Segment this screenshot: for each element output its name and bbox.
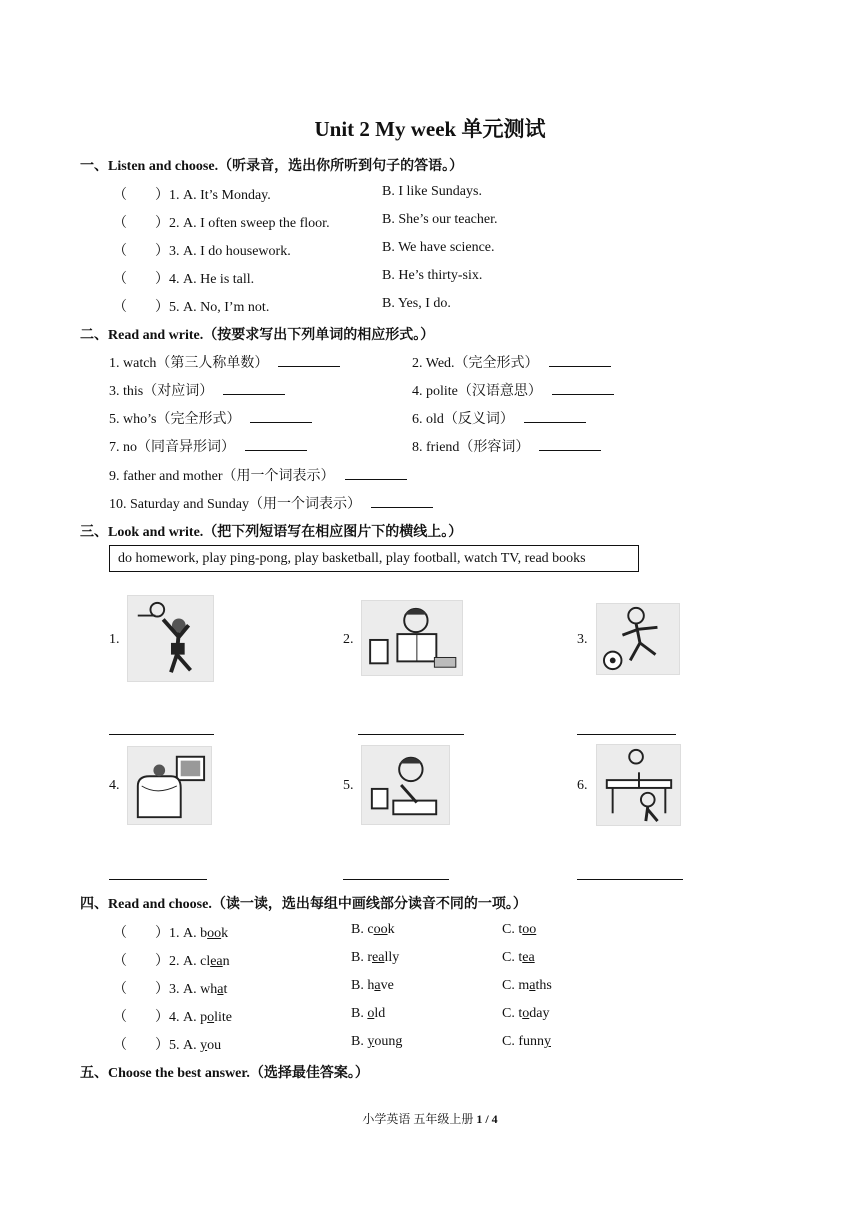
phonics-a-suffix: t [223,982,228,997]
listen-item-5-b: B. Yes, I do. [382,296,451,311]
picture-number-1: 1. [109,632,120,647]
picture-number-6: 6. [577,778,588,793]
underlined-letters: ea [522,950,535,965]
phonics-c-prefix: C. t [502,922,523,937]
phonics-a-prefix: （ ）5. A. [113,1038,201,1053]
answer-line-6[interactable] [577,878,683,880]
page-number: 1 / 4 [476,1112,498,1126]
phonics-c-suffix: ths [535,978,552,993]
phonics-a-prefix: （ ）2. A. cl [113,954,211,969]
listen-item-2-a: （ ）2. A. I often sweep the floor. [113,216,330,231]
answer-line-1[interactable] [109,733,214,735]
phonics-a-suffix: ou [207,1038,222,1053]
answer-blank[interactable] [524,410,586,423]
underlined-letters: a [217,982,224,997]
section3-heading: 三、Look and write.（把下列短语写在相应图片下的横线上。） [80,525,463,540]
section4-heading: 四、Read and choose.（读一读，选出每组中画线部分读音不同的一项。） [80,897,527,912]
write-item-5-text: 5. who’s（完全形式） [109,412,241,427]
write-item-2 [412,352,611,372]
write-item-10-text: 10. Saturday and Sunday（用一个词表示） [109,497,361,512]
answer-blank[interactable] [539,438,601,451]
phonics-a-suffix: lite [214,1010,233,1025]
watching-tv-icon [127,746,212,825]
phonics-a-suffix: k [221,926,229,941]
phonics-item-3-c [502,978,552,994]
write-item-8 [412,436,601,456]
phonics-b-suffix: oung [374,1034,403,1049]
answer-blank[interactable] [549,354,611,367]
write-item-5 [109,408,312,428]
phonics-b-prefix: B. r [351,950,372,965]
answer-line-4[interactable] [109,878,207,880]
phonics-item-4-b [351,1006,385,1022]
phonics-item-3-a [113,978,227,998]
section5-heading: 五、Choose the best answer.（选择最佳答案。） [80,1066,369,1081]
picture-number-2: 2. [343,632,354,647]
phonics-c-suffix: day [529,1006,550,1021]
phonics-item-1-b [351,922,395,938]
phonics-c-prefix: C. funn [502,1034,544,1049]
listen-item-3-a: （ ）3. A. I do housework. [113,244,291,259]
page-footer [0,1110,860,1127]
underlined-letters: ea [210,954,223,969]
phonics-a-prefix: （ ）3. A. wh [113,982,218,997]
underlined-letters: o [367,1006,375,1021]
word-bank-box: do homework, play ping-pong, play basketball, play football, watch TV, read books [109,545,639,572]
answer-blank[interactable] [245,438,307,451]
write-item-4-text: 4. polite（汉语意思） [412,384,542,399]
underlined-letters: y [544,1034,551,1049]
phonics-c-prefix: C. m [502,978,530,993]
write-item-6-text: 6. old（反义词） [412,412,514,427]
write-item-3 [109,380,285,400]
answer-blank[interactable] [552,382,614,395]
phonics-item-2-a [113,950,230,970]
answer-line-2[interactable] [358,733,464,735]
answer-blank[interactable] [278,354,340,367]
phonics-item-5-c [502,1034,551,1050]
write-item-10 [109,493,433,513]
phonics-b-suffix: ve [380,978,394,993]
page-title: Unit 2 My week 单元测试 [314,117,546,141]
section1-heading: 一、Listen and choose.（听录音，选出你所听到句子的答语。） [80,159,464,174]
boy-reading-icon [361,600,463,676]
phonics-b-suffix: lly [384,950,400,965]
answer-blank[interactable] [371,495,433,508]
underlined-letters: oo [207,926,222,941]
phonics-b-suffix: k [387,922,395,937]
underlined-letters: a [374,978,381,993]
phonics-item-2-c [502,950,535,966]
doing-homework-icon [361,745,450,825]
underlined-letters: ea [372,950,385,965]
listen-item-4-b: B. He’s thirty-six. [382,268,483,283]
listen-item-5-a: （ ）5. A. No, I’m not. [113,300,270,315]
phonics-b-prefix: B. [351,1006,368,1021]
underlined-letters: y [200,1038,208,1053]
write-item-2-text: 2. Wed.（完全形式） [412,356,539,371]
write-item-9 [109,465,407,485]
phonics-item-2-b [351,950,399,966]
listen-item-1-b: B. I like Sundays. [382,184,482,199]
picture-number-5: 5. [343,778,354,793]
write-item-7 [109,436,307,456]
write-item-9-text: 9. father and mother（用一个词表示） [109,469,335,484]
phonics-a-prefix: （ ）1. A. b [113,926,208,941]
phonics-b-prefix: B. [351,1034,368,1049]
phonics-item-1-c [502,922,536,938]
phonics-c-prefix: C. t [502,950,523,965]
phonics-c-prefix: C. t [502,1006,523,1021]
section2-heading: 二、Read and write.（按要求写出下列单词的相应形式。） [80,328,435,343]
footer-subject: 小学英语 五年级上册 [362,1112,477,1126]
ping-pong-icon [596,744,681,826]
basketball-player-icon [127,595,214,682]
phonics-b-suffix: ld [374,1006,386,1021]
phonics-a-suffix: n [222,954,230,969]
answer-blank[interactable] [345,467,407,480]
underlined-letters: o [207,1010,215,1025]
phonics-b-prefix: B. c [351,922,374,937]
underlined-letters: oo [522,922,537,937]
write-item-7-text: 7. no（同音异形词） [109,440,235,455]
answer-blank[interactable] [250,410,312,423]
phonics-b-prefix: B. h [351,978,375,993]
phonics-item-4-a [113,1006,232,1026]
phonics-item-1-a [113,922,228,942]
underlined-letters: y [367,1034,375,1049]
write-item-1-text: 1. watch（第三人称单数） [109,356,269,371]
underlined-letters: a [529,978,536,993]
phonics-item-5-a [113,1034,221,1054]
picture-number-4: 4. [109,778,120,793]
football-player-icon [596,603,680,675]
picture-number-3: 3. [577,632,588,647]
listen-item-1-a: （ ）1. A. It’s Monday. [113,188,271,203]
listen-item-4-a: （ ）4. A. He is tall. [113,272,255,287]
write-item-8-text: 8. friend（形容词） [412,440,530,455]
phonics-a-prefix: （ ）4. A. p [113,1010,208,1025]
phonics-item-5-b [351,1034,402,1050]
answer-blank[interactable] [223,382,285,395]
write-item-4 [412,380,614,400]
phonics-item-4-c [502,1006,549,1022]
underlined-letters: o [522,1006,530,1021]
listen-item-3-b: B. We have science. [382,240,495,255]
write-item-6 [412,408,586,428]
write-item-3-text: 3. this（对应词） [109,384,214,399]
underlined-letters: oo [373,922,388,937]
answer-line-5[interactable] [343,878,449,880]
write-item-1 [109,352,340,372]
listen-item-2-b: B. She’s our teacher. [382,212,498,227]
answer-line-3[interactable] [577,733,676,735]
phonics-item-3-b [351,978,394,994]
